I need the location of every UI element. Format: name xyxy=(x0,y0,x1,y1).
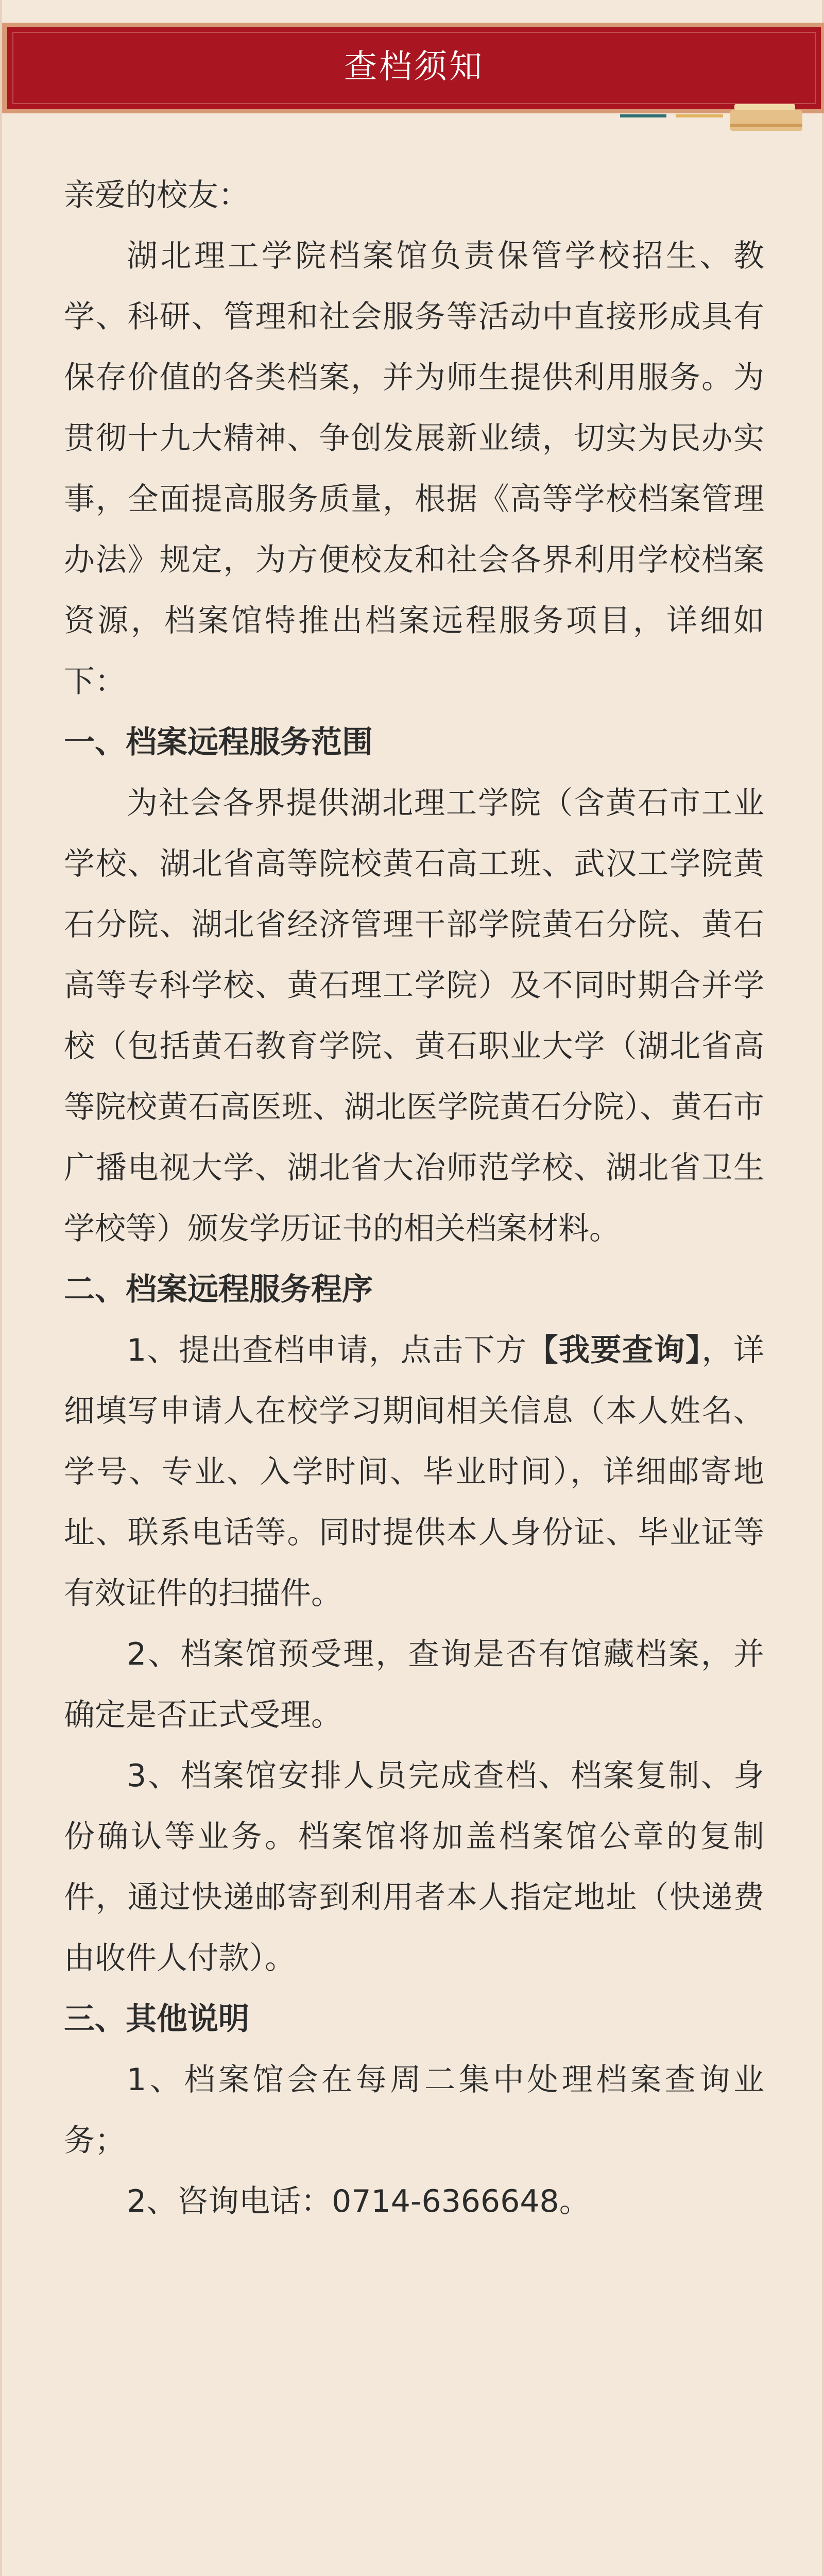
step-1-paragraph xyxy=(64,1320,764,1624)
section-2-heading: 二、档案远程服务程序 xyxy=(64,1272,373,1308)
section-3-heading: 三、其他说明 xyxy=(64,2001,249,2037)
section-1-heading: 一、档案远程服务范围 xyxy=(64,724,373,760)
greeting: 亲爱的校友： xyxy=(64,177,249,213)
note-1-paragraph: 1、档案馆会在每周二集中处理档案查询业务； xyxy=(64,2062,764,2159)
intro-paragraph: 湖北理工学院档案馆负责保管学校招生、教学、科研、管理和社会服务等活动中直接形成具有保存价值的各类档案，并为师生提供利用服务。为贯彻十九大精神、争创发展新业绩，切实为民办实事，全面提高服务质量，根据《高等学校档案管理办法》规定，为方便校友和社会各界利用学校档案资源，档案馆特推出档案远程服务项目，详细如下： xyxy=(64,238,764,700)
step-1-prefix: 1、提出查档申请，点击下方 xyxy=(127,1332,527,1368)
section-1-body: 为社会各界提供湖北理工学院（含黄石市工业学校、湖北省高等院校黄石高工班、武汉工学院黄石分院、湖北省经济管理干部学院黄石分院、黄石高等专科学校、黄石理工学院）及不同时期合并学校（包括黄石教育学院、黄石职业大学（湖北省高等院校黄石高医班、湖北医学院黄石分院）、黄石市广播电视大学、湖北省大冶师范学校、湖北省卫生学校等）颁发学历证书的相关档案材料。 xyxy=(64,785,764,1247)
query-link[interactable]: 【我要查询】 xyxy=(527,1332,702,1368)
note-2-paragraph: 2、咨询电话：0714-6366648。 xyxy=(127,2183,590,2219)
step-1-rest: ，详细填写申请人在校学习期间相关信息（本人姓名、学号、专业、入学时间、毕业时间），详细邮寄地址、联系电话等。同时提供本人身份证、毕业证等有效证件的扫描件。 xyxy=(64,1332,765,1612)
books-decoration-icon xyxy=(620,88,805,134)
step-3-paragraph: 3、档案馆安排人员完成查档、档案复制、身份确认等业务。档案馆将加盖档案馆公章的复制件，通过快递邮寄到利用者本人指定地址（快递费由收件人付款）。 xyxy=(64,1758,764,1976)
header-banner xyxy=(2,23,824,113)
step-2-paragraph: 2、档案馆预受理，查询是否有馆藏档案，并确定是否正式受理。 xyxy=(64,1636,764,1733)
page-title: 查档须知 xyxy=(344,48,484,86)
notice-body xyxy=(64,165,764,2232)
